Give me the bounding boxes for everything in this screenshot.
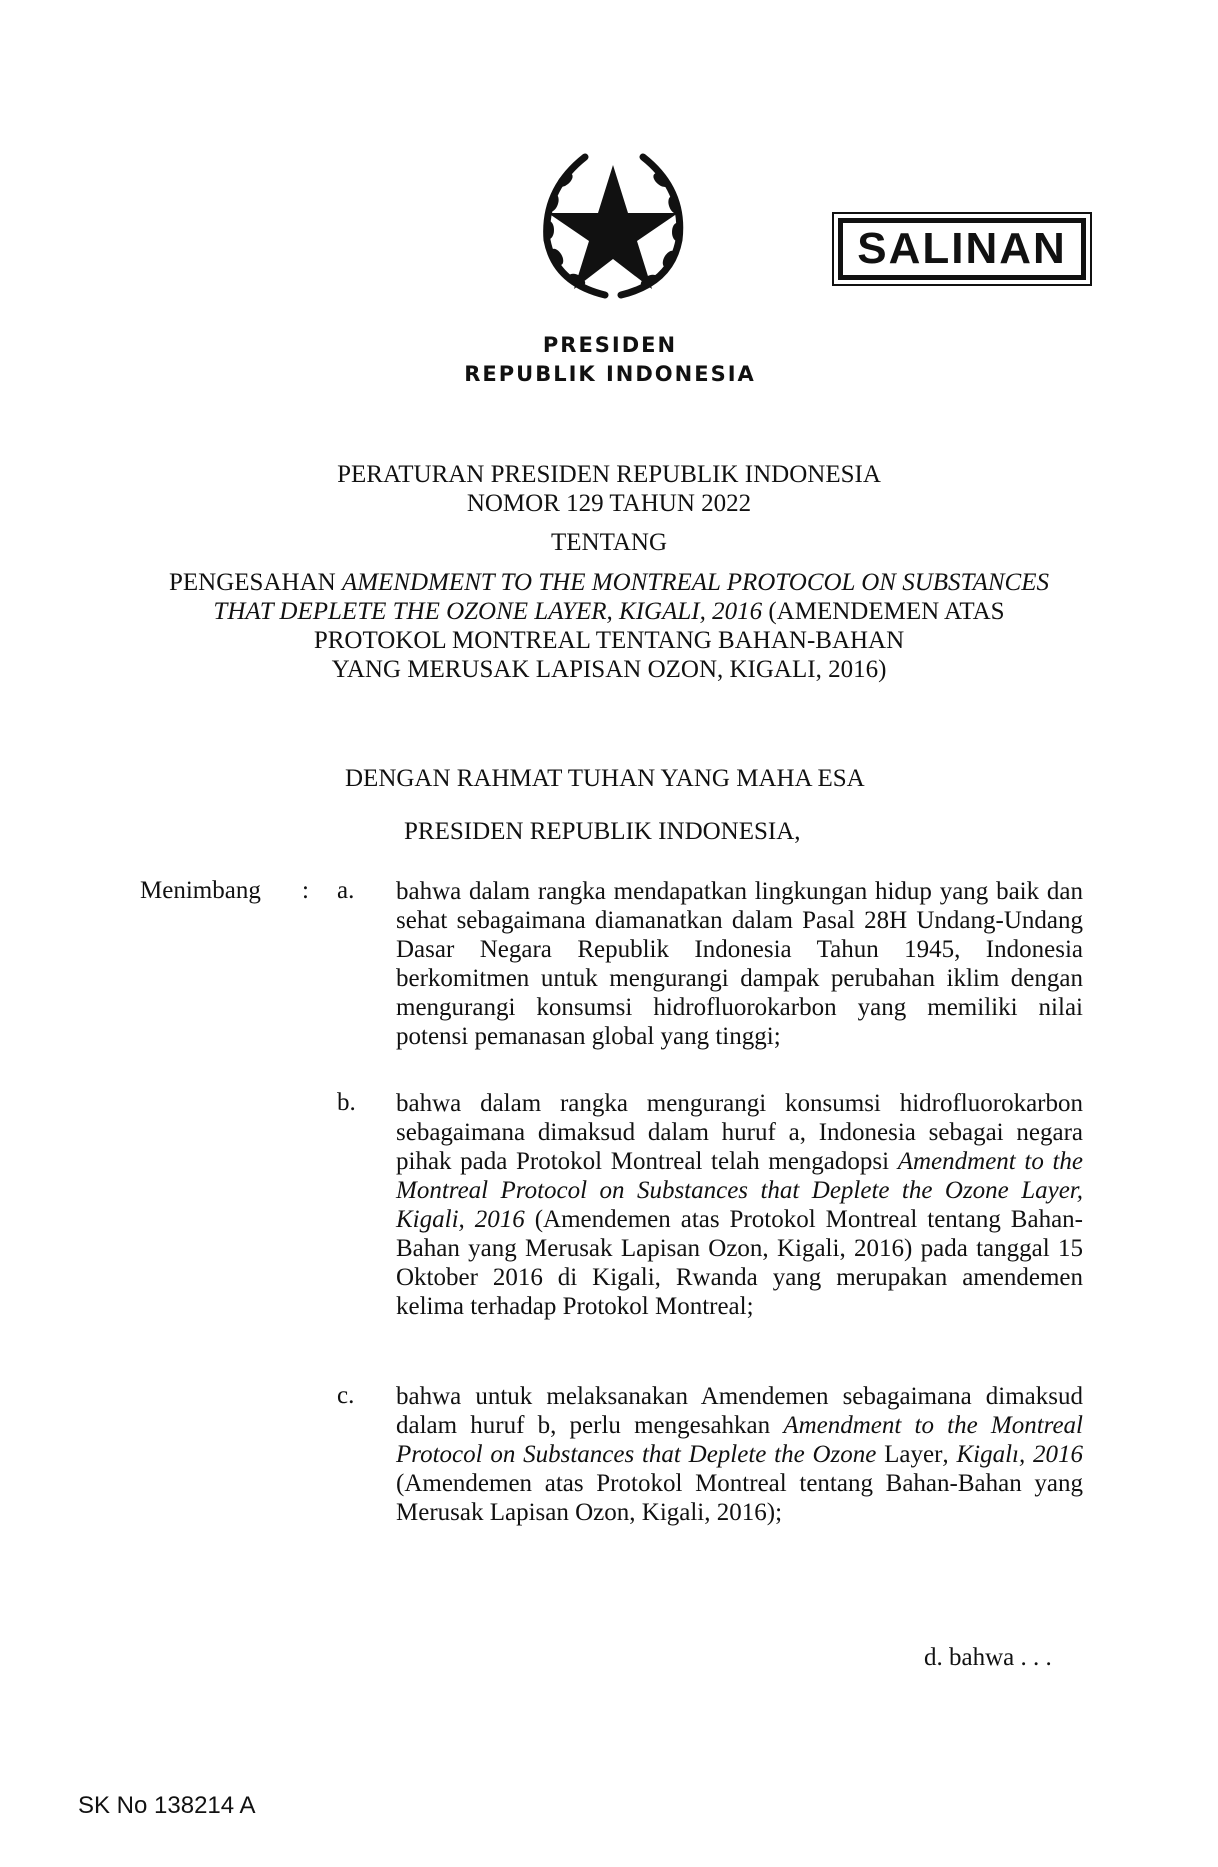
item-c-text: bahwa untuk melaksanakan Amendemen sebagaimana dimaksud dalam huruf b, perlu mengesahkan Amendment to the Montreal Protocol on Substances that Deplete the Ozone Layer, Kigalı, 2016 (Amendemen atas Protokol Montreal tentang Bahan-Bahan yang Merusak Lapisan Ozon, Kigali, 2016); [396, 1383, 1083, 1526]
regulation-title: PERATURAN PRESIDEN REPUBLIK INDONESIA [337, 461, 881, 488]
institution-republic: REPUBLIK INDONESIA [464, 362, 756, 386]
item-b-marker: b. [337, 1089, 356, 1116]
considering-label: Menimbang [140, 877, 261, 904]
regulation-subject-line1: PENGESAHAN AMENDMENT TO THE MONTREAL PROTOCOL ON SUBSTANCES [169, 569, 1049, 596]
item-a-marker: a. [337, 877, 355, 904]
invocation: DENGAN RAHMAT TUHAN YANG MAHA ESA [345, 765, 865, 792]
regulation-subject-line2: THAT DEPLETE THE OZONE LAYER, KIGALI, 2016 (AMENDEMEN ATAS [213, 598, 1005, 625]
salinan-stamp: SALINAN [838, 218, 1086, 280]
regulation-number: NOMOR 129 TAHUN 2022 [466, 490, 752, 517]
document-code: SK No 138214 A [78, 1792, 256, 1819]
regulation-subject-line4: YANG MERUSAK LAPISAN OZON, KIGALI, 2016) [331, 656, 887, 683]
authority: PRESIDEN REPUBLIK INDONESIA, [404, 818, 801, 845]
considering-colon: : [302, 877, 309, 904]
institution-president: PRESIDEN [542, 333, 678, 357]
regulation-tentang: TENTANG [550, 529, 668, 556]
item-b-text: bahwa dalam rangka mengurangi konsumsi hidrofluorokarbon sebagaimana dimaksud dalam huruf a, Indonesia sebagai negara pihak pada Protokol Montreal telah mengadopsi Amendment to the Montreal Protocol on Substances that Deplete the Ozone Layer, Kigali, 2016 (Amendemen atas Protokol Montreal tentang Bahan-Bahan yang Merusak Lapisan Ozon, Kigali, 2016) pada tanggal 15 Oktober 2016 di Kigali, Rwanda yang merupakan amendemen kelima terhadap Protokol Montreal; [396, 1090, 1083, 1320]
item-a-text: bahwa dalam rangka mendapatkan lingkungan hidup yang baik dan sehat sebagaimana diamanatkan dalam Pasal 28H Undang-Undang Dasar Negara Republik Indonesia Tahun 1945, Indonesia berkomitmen untuk mengurangi dampak perubahan iklim dengan mengurangi konsumsi hidrofluorokarbon yang memiliki nilai potensi pemanasan global yang tinggi; [396, 878, 1083, 1050]
regulation-subject-line3: PROTOKOL MONTREAL TENTANG BAHAN-BAHAN [313, 627, 905, 654]
state-emblem [525, 135, 700, 310]
page-continuation: d. bahwa . . . [924, 1644, 1052, 1671]
item-c-marker: c. [337, 1382, 355, 1409]
